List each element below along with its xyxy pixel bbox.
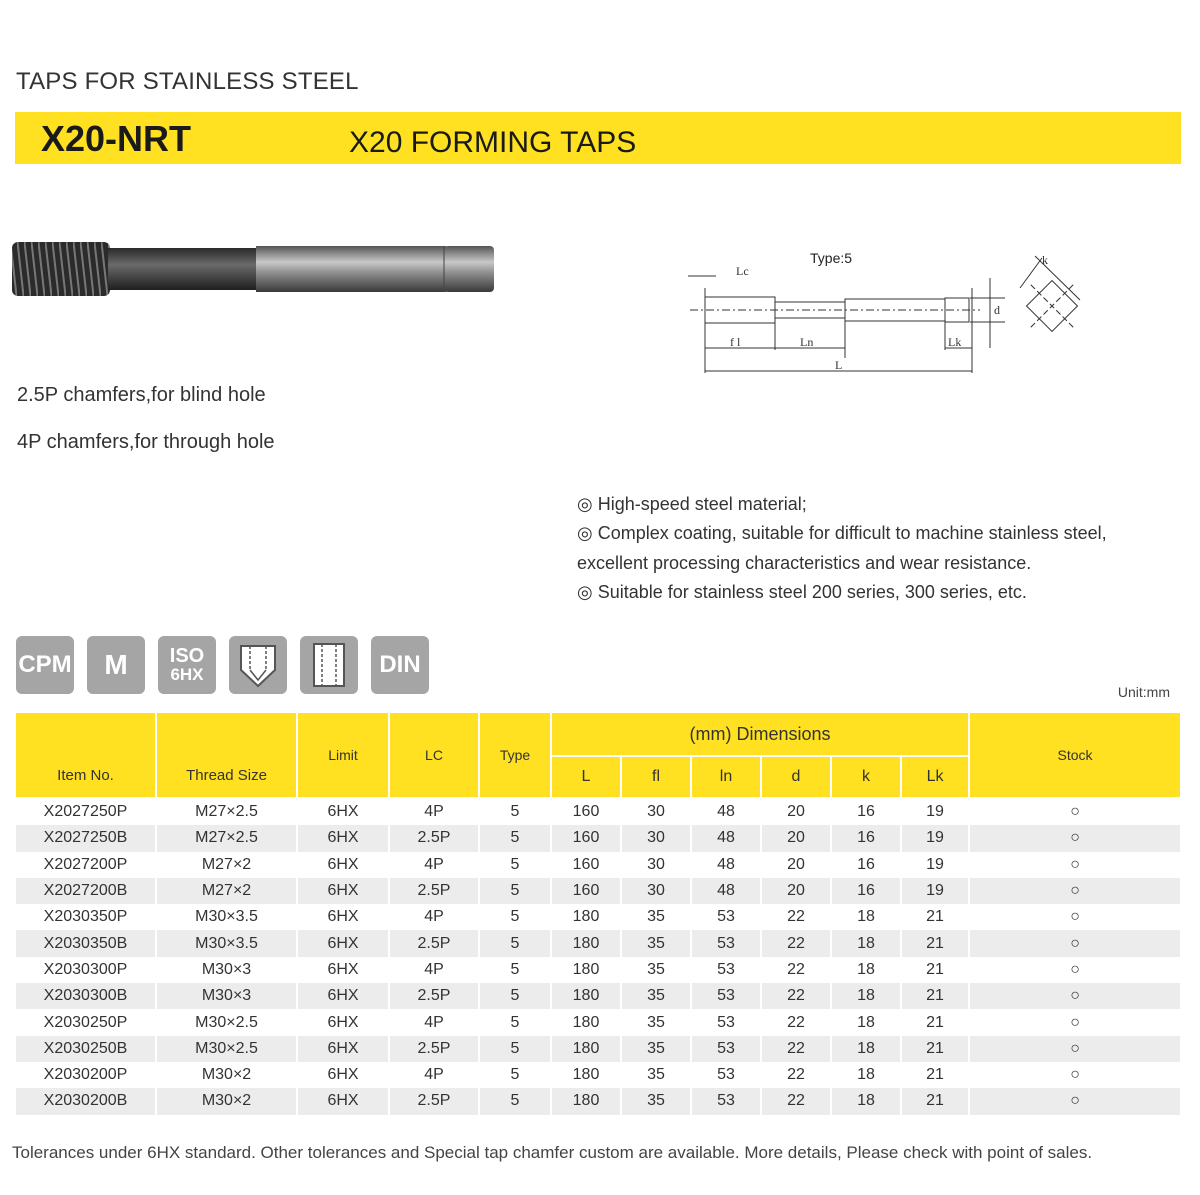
cell-ln: 48 [691, 878, 761, 904]
cpm-badge: CPM [16, 636, 74, 694]
cell-lk: 21 [901, 1009, 969, 1035]
cell-thread-size: M30×2 [156, 1062, 297, 1088]
cell-lk: 21 [901, 904, 969, 930]
header-dim-lk: Lk [901, 756, 969, 798]
cell-stock: ○ [969, 1088, 1181, 1114]
cell-d: 22 [761, 1009, 831, 1035]
cell-limit: 6HX [297, 1062, 389, 1088]
cell-ln: 53 [691, 904, 761, 930]
cell-d: 22 [761, 957, 831, 983]
iso-label: ISO [169, 645, 205, 667]
cell-ln: 53 [691, 957, 761, 983]
cell-k: 18 [831, 1009, 901, 1035]
cell-l: 180 [551, 983, 621, 1009]
cell-fl: 30 [621, 798, 691, 825]
cell-l: 160 [551, 852, 621, 878]
cell-lk: 19 [901, 878, 969, 904]
cell-stock: ○ [969, 825, 1181, 851]
cell-thread-size: M27×2 [156, 878, 297, 904]
spec-table-body [15, 798, 1181, 1115]
cell-limit: 6HX [297, 983, 389, 1009]
cell-limit: 6HX [297, 1088, 389, 1114]
cell-ln: 48 [691, 852, 761, 878]
product-name: X20 FORMING TAPS [349, 126, 637, 159]
cell-thread-size: M30×2.5 [156, 1009, 297, 1035]
cell-limit: 6HX [297, 904, 389, 930]
cell-lk: 21 [901, 983, 969, 1009]
label-ln: Ln [800, 335, 814, 349]
cell-limit: 6HX [297, 825, 389, 851]
header-stock: Stock [969, 712, 1181, 798]
cell-lc: 4P [389, 904, 479, 930]
iso-sub-label: 6HX [170, 665, 204, 684]
cell-k: 16 [831, 825, 901, 851]
cell-fl: 30 [621, 878, 691, 904]
cell-l: 180 [551, 1036, 621, 1062]
cell-d: 20 [761, 878, 831, 904]
cell-fl: 35 [621, 1062, 691, 1088]
cell-l: 180 [551, 1062, 621, 1088]
cell-fl: 35 [621, 1088, 691, 1114]
cell-lc: 2.5P [389, 930, 479, 956]
cell-lk: 21 [901, 957, 969, 983]
label-lc: Lc [736, 264, 749, 278]
feature-line-2: ◎ Complex coating, suitable for difficult to machine stainless steel, [577, 523, 1107, 543]
cell-limit: 6HX [297, 1009, 389, 1035]
table-row [15, 852, 1181, 878]
blind-hole-icon [229, 636, 287, 694]
tap-drawing [680, 248, 1100, 388]
cell-ln: 48 [691, 798, 761, 825]
cell-stock: ○ [969, 904, 1181, 930]
cell-d: 22 [761, 1088, 831, 1114]
cell-l: 180 [551, 1088, 621, 1114]
cell-l: 180 [551, 904, 621, 930]
cell-thread-size: M30×2.5 [156, 1036, 297, 1062]
cell-l: 180 [551, 930, 621, 956]
cell-thread-size: M30×3 [156, 957, 297, 983]
cell-k: 18 [831, 1036, 901, 1062]
cell-stock: ○ [969, 1062, 1181, 1088]
cell-d: 22 [761, 904, 831, 930]
tap-photo [10, 238, 500, 300]
cell-ln: 53 [691, 930, 761, 956]
cell-k: 16 [831, 798, 901, 825]
header-item-no: Item No. [15, 712, 156, 798]
table-row [15, 983, 1181, 1009]
label-lk: Lk [948, 335, 962, 349]
cell-stock: ○ [969, 983, 1181, 1009]
cell-thread-size: M27×2.5 [156, 825, 297, 851]
chamfer-blind: 2.5P chamfers,for blind hole [17, 384, 266, 406]
table-row [15, 957, 1181, 983]
cell-lk: 21 [901, 930, 969, 956]
table-row [15, 904, 1181, 930]
cell-lc: 4P [389, 957, 479, 983]
iso-badge [158, 636, 216, 694]
cell-item-no: X2030300P [15, 957, 156, 983]
cell-k: 18 [831, 1088, 901, 1114]
cell-d: 20 [761, 798, 831, 825]
cell-lk: 19 [901, 798, 969, 825]
header-dim-k: k [831, 756, 901, 798]
header-dim-l: L [551, 756, 621, 798]
table-row [15, 878, 1181, 904]
cell-limit: 6HX [297, 930, 389, 956]
cell-k: 18 [831, 930, 901, 956]
feature-line-4: ◎ Suitable for stainless steel 200 series, 300 series, etc. [577, 582, 1027, 602]
cell-stock: ○ [969, 852, 1181, 878]
header-thread-size: Thread Size [156, 712, 297, 798]
cell-thread-size: M27×2.5 [156, 798, 297, 825]
feature-line-3: excellent processing characteristics and wear resistance. [577, 553, 1032, 573]
cell-ln: 53 [691, 1009, 761, 1035]
cell-lc: 4P [389, 1009, 479, 1035]
cell-lk: 21 [901, 1088, 969, 1114]
cell-stock: ○ [969, 957, 1181, 983]
cell-item-no: X2030350B [15, 930, 156, 956]
cell-item-no: X2027200B [15, 878, 156, 904]
cell-fl: 35 [621, 930, 691, 956]
unit-label: Unit:mm [1117, 684, 1170, 700]
label-d: d [994, 303, 1000, 317]
through-hole-icon [300, 636, 358, 694]
cell-item-no: X2030350P [15, 904, 156, 930]
feature-line-1: ◎ High-speed steel material; [577, 494, 807, 514]
cell-ln: 53 [691, 1088, 761, 1114]
cell-d: 22 [761, 983, 831, 1009]
cell-lc: 4P [389, 798, 479, 825]
cell-ln: 53 [691, 1062, 761, 1088]
cell-lc: 2.5P [389, 1088, 479, 1114]
cell-lk: 19 [901, 825, 969, 851]
cell-d: 22 [761, 1036, 831, 1062]
cell-type: 5 [479, 878, 551, 904]
cell-lc: 2.5P [389, 878, 479, 904]
cell-thread-size: M30×2 [156, 1088, 297, 1114]
cell-type: 5 [479, 798, 551, 825]
cell-lk: 19 [901, 852, 969, 878]
cell-fl: 30 [621, 825, 691, 851]
cell-fl: 35 [621, 904, 691, 930]
header-dimensions: (mm) Dimensions [551, 712, 969, 756]
table-row [15, 1009, 1181, 1035]
cell-limit: 6HX [297, 878, 389, 904]
cell-thread-size: M30×3 [156, 983, 297, 1009]
cell-stock: ○ [969, 1036, 1181, 1062]
label-l: L [835, 358, 843, 372]
drawing-type-label: Type:5 [810, 250, 853, 266]
cell-stock: ○ [969, 1009, 1181, 1035]
spec-table [14, 711, 1182, 1115]
cell-type: 5 [479, 983, 551, 1009]
cell-stock: ○ [969, 878, 1181, 904]
cell-k: 16 [831, 878, 901, 904]
cell-thread-size: M30×3.5 [156, 930, 297, 956]
cell-lc: 2.5P [389, 983, 479, 1009]
header-lc: LC [389, 712, 479, 798]
cell-item-no: X2030200P [15, 1062, 156, 1088]
m-badge: M [87, 636, 145, 694]
cell-k: 16 [831, 852, 901, 878]
cell-type: 5 [479, 957, 551, 983]
cell-stock: ○ [969, 798, 1181, 825]
cell-item-no: X2030300B [15, 983, 156, 1009]
cell-limit: 6HX [297, 852, 389, 878]
header-dim-ln: ln [691, 756, 761, 798]
cell-l: 180 [551, 1009, 621, 1035]
cell-l: 160 [551, 878, 621, 904]
cell-d: 20 [761, 852, 831, 878]
cell-limit: 6HX [297, 1036, 389, 1062]
table-row [15, 1088, 1181, 1114]
cell-ln: 53 [691, 983, 761, 1009]
table-row [15, 930, 1181, 956]
table-row [15, 1062, 1181, 1088]
cell-item-no: X2027200P [15, 852, 156, 878]
label-fl: f l [730, 335, 741, 349]
cell-fl: 35 [621, 957, 691, 983]
chamfer-through: 4P chamfers,for through hole [17, 431, 275, 453]
cell-l: 180 [551, 957, 621, 983]
cell-fl: 35 [621, 983, 691, 1009]
cell-type: 5 [479, 852, 551, 878]
cell-thread-size: M27×2 [156, 852, 297, 878]
cell-item-no: X2030250P [15, 1009, 156, 1035]
badge-row [16, 636, 429, 694]
cell-type: 5 [479, 904, 551, 930]
cell-fl: 35 [621, 1036, 691, 1062]
product-banner [15, 112, 1181, 164]
cell-type: 5 [479, 1062, 551, 1088]
cell-item-no: X2030250B [15, 1036, 156, 1062]
cell-k: 18 [831, 904, 901, 930]
category-title: TAPS FOR STAINLESS STEEL [16, 68, 359, 95]
table-row [15, 825, 1181, 851]
table-row [15, 798, 1181, 825]
cell-ln: 48 [691, 825, 761, 851]
cell-l: 160 [551, 825, 621, 851]
cell-limit: 6HX [297, 957, 389, 983]
cell-lc: 4P [389, 1062, 479, 1088]
cell-d: 22 [761, 1062, 831, 1088]
cell-k: 18 [831, 983, 901, 1009]
cell-item-no: X2027250P [15, 798, 156, 825]
table-row [15, 1036, 1181, 1062]
cell-k: 18 [831, 957, 901, 983]
cell-item-no: X2027250B [15, 825, 156, 851]
cell-k: 18 [831, 1062, 901, 1088]
cell-thread-size: M30×3.5 [156, 904, 297, 930]
cell-stock: ○ [969, 930, 1181, 956]
cell-type: 5 [479, 825, 551, 851]
product-code: X20-NRT [41, 118, 192, 159]
din-badge: DIN [371, 636, 429, 694]
cell-l: 160 [551, 798, 621, 825]
header-dim-d: d [761, 756, 831, 798]
cell-type: 5 [479, 930, 551, 956]
label-k: k [1042, 253, 1048, 267]
cell-d: 22 [761, 930, 831, 956]
cell-fl: 35 [621, 1009, 691, 1035]
footer-note: Tolerances under 6HX standard. Other tolerances and Special tap chamfer custom are available. More details, Please check with point of sales. [12, 1143, 1093, 1162]
header-type: Type [479, 712, 551, 798]
cell-limit: 6HX [297, 798, 389, 825]
cell-d: 20 [761, 825, 831, 851]
cell-lk: 21 [901, 1036, 969, 1062]
cell-fl: 30 [621, 852, 691, 878]
cell-ln: 53 [691, 1036, 761, 1062]
cell-item-no: X2030200B [15, 1088, 156, 1114]
cell-type: 5 [479, 1036, 551, 1062]
cell-lk: 21 [901, 1062, 969, 1088]
cell-lc: 2.5P [389, 825, 479, 851]
header-dim-fl: fl [621, 756, 691, 798]
cell-type: 5 [479, 1088, 551, 1114]
header-limit: Limit [297, 712, 389, 798]
cell-lc: 4P [389, 852, 479, 878]
cell-type: 5 [479, 1009, 551, 1035]
cell-lc: 2.5P [389, 1036, 479, 1062]
